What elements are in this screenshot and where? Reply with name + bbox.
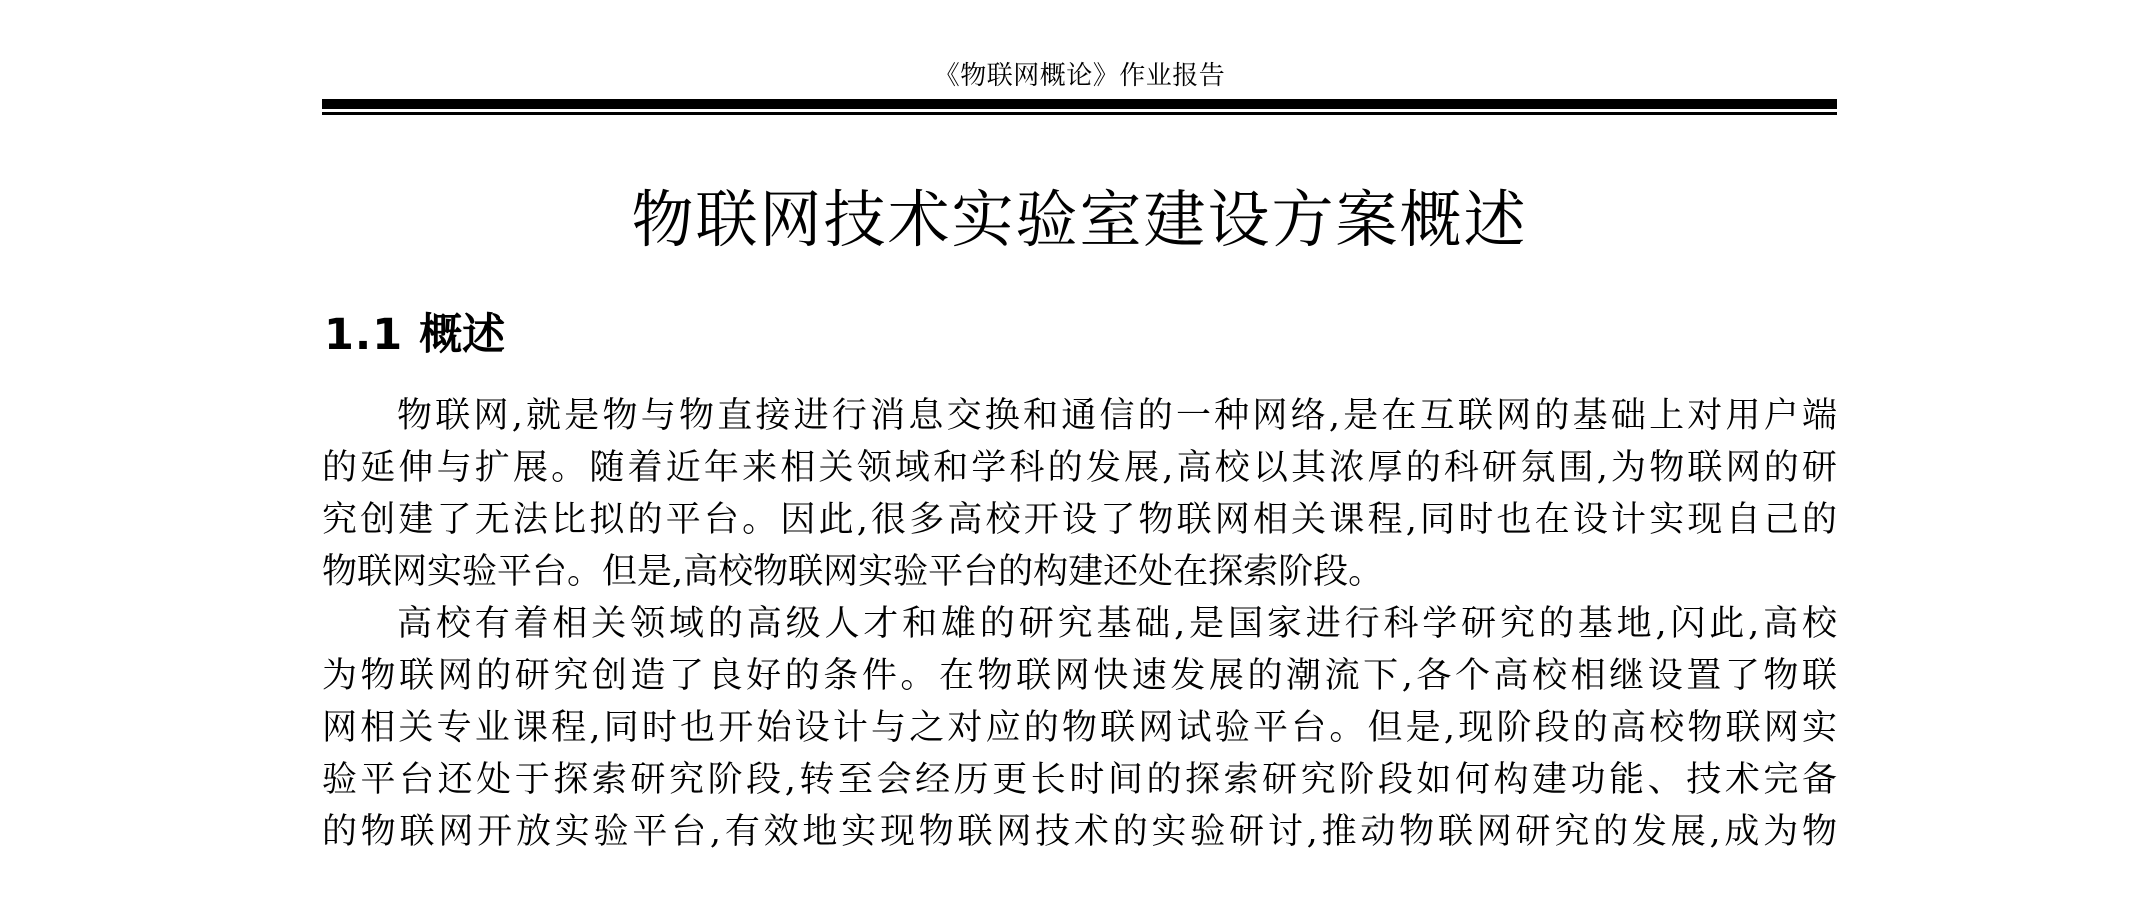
paragraph-line: 的延伸与扩展。随着近年来相关领域和学科的发展,高校以其浓厚的科研氛围,为物联网的研 bbox=[322, 448, 1837, 488]
paragraph-line: 为物联网的研究创造了良好的条件。在物联网快速发展的潮流下,各个高校相继设置了物联 bbox=[322, 656, 1837, 696]
paragraph bbox=[322, 390, 1837, 598]
section-title: 概述 bbox=[419, 310, 506, 360]
paragraph-line: 究创建了无法比拟的平台。因此,很多高校开设了物联网相关课程,同时也在设计实现自己的 bbox=[322, 500, 1837, 540]
paragraph-line: 物联网实验平台。但是,高校物联网实验平台的构建还处在探索阶段。 bbox=[322, 552, 1384, 592]
paragraph bbox=[322, 598, 1837, 858]
paragraph-line: 网相关专业课程,同时也开始设计与之对应的物联网试验平台。但是,现阶段的高校物联网实 bbox=[322, 708, 1837, 748]
section-heading bbox=[324, 305, 505, 365]
header-rule-thick bbox=[322, 99, 1837, 109]
running-header: 《物联网概论》作业报告 bbox=[933, 61, 1226, 91]
body-text bbox=[322, 390, 1837, 858]
paragraph-line: 高校有着相关领域的高级人才和雄的研究基础,是国家进行科学研究的基地,闪此,高校 bbox=[397, 604, 1837, 644]
paragraph-line: 物联网,就是物与物直接进行消息交换和通信的一种网络,是在互联网的基础上对用户端 bbox=[397, 396, 1837, 436]
paragraph-line: 验平台还处于探索研究阶段,转至会经历更长时间的探索研究阶段如何构建功能、技术完备 bbox=[322, 760, 1837, 800]
header-rule-thin bbox=[322, 112, 1837, 115]
section-number: 1.1 bbox=[324, 310, 404, 360]
paragraph-line: 的物联网开放实验平台,有效地实现物联网技术的实验研讨,推动物联网研究的发展,成为物 bbox=[322, 812, 1837, 852]
document-title: 物联网技术实验室建设方案概述 bbox=[631, 183, 1528, 256]
